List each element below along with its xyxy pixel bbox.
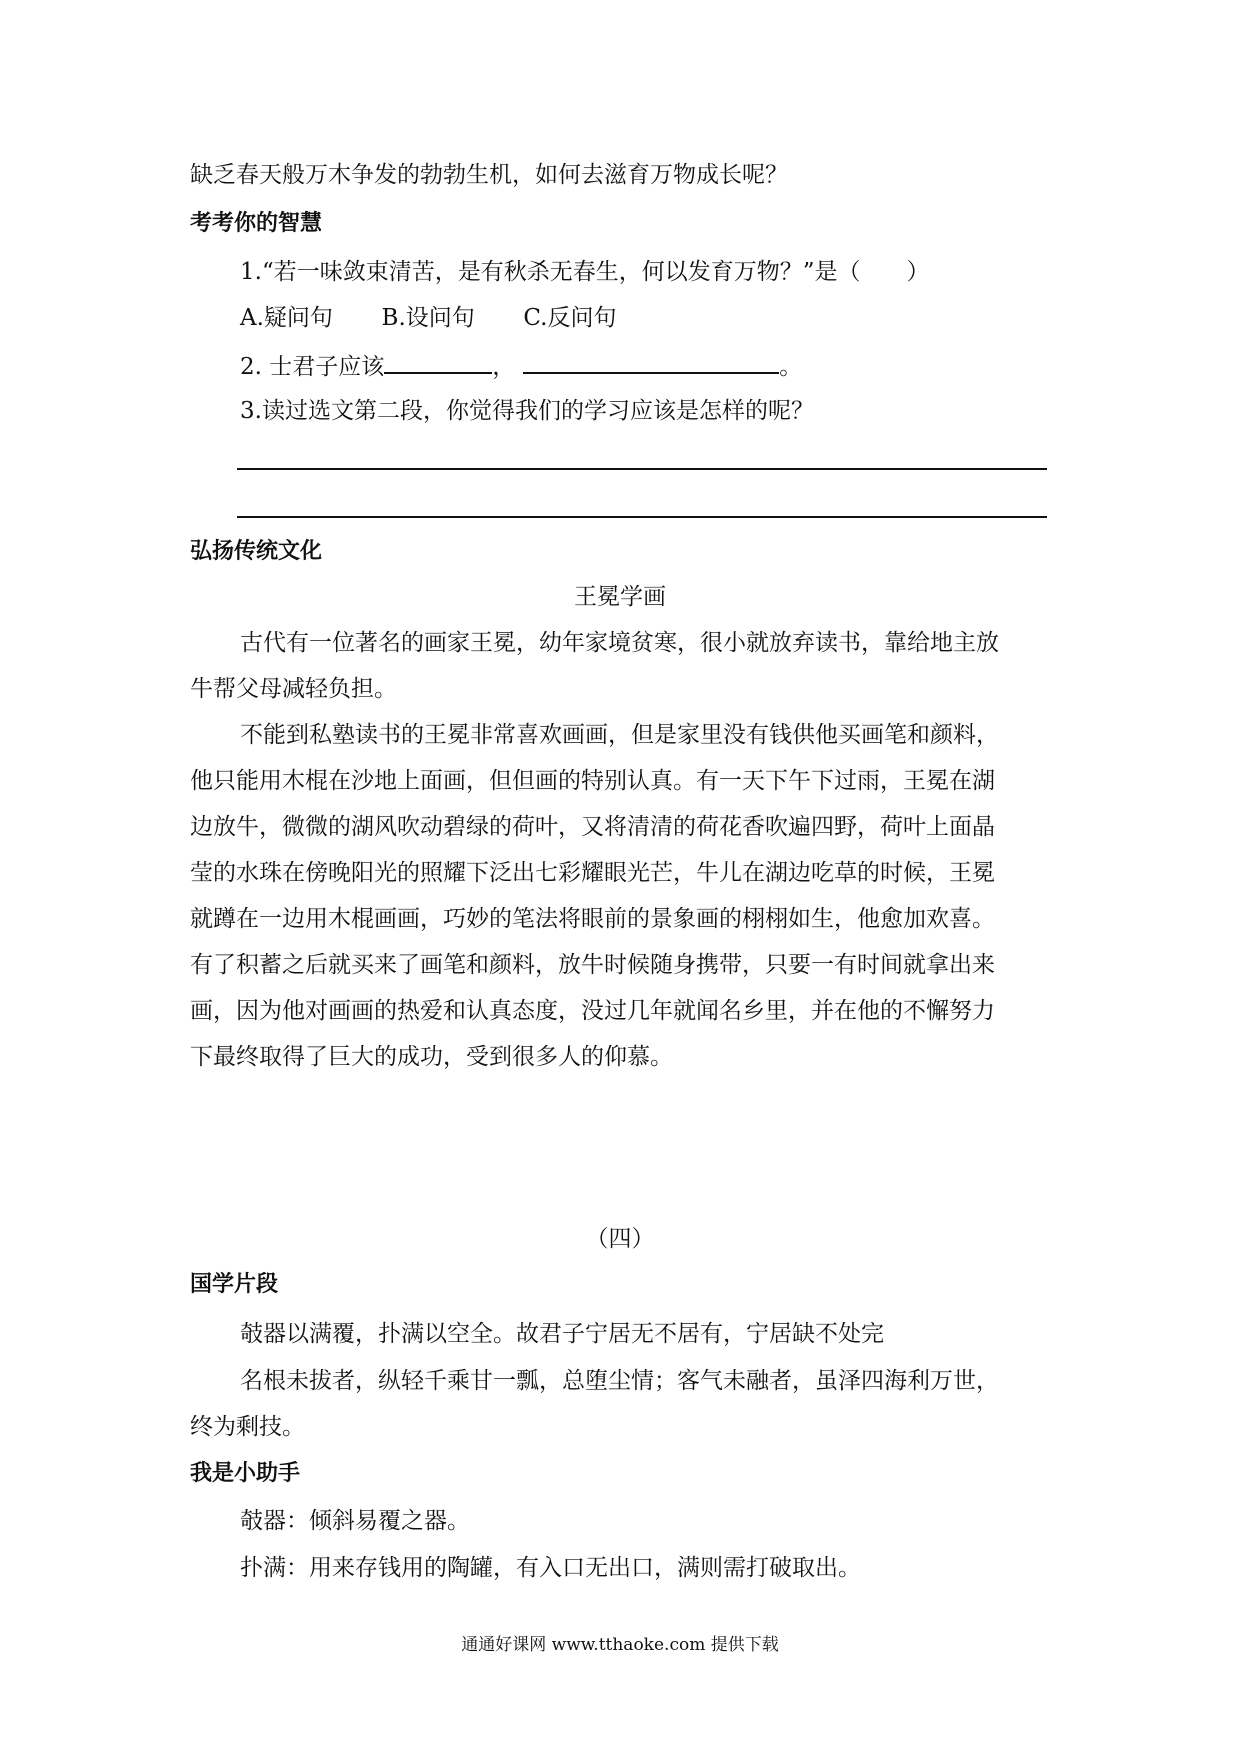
option-c[interactable]: C.反问句: [523, 305, 617, 331]
question-2: [240, 350, 802, 382]
answer-line-2[interactable]: [237, 516, 1047, 518]
passage-line: 终为剩技。: [190, 1414, 305, 1440]
option-a[interactable]: A.疑问句: [240, 305, 333, 331]
story-line: 有了积蓄之后就买来了画笔和颜料，放牛时候随身携带，只要一有时间就拿出来: [190, 952, 995, 978]
question-2-end: 。: [779, 354, 803, 380]
question-1: 1.“若一味敛束清苦，是有秋杀无春生，何以发育万物？”是（ ）: [240, 259, 930, 285]
passage-line: 名根未拔者，纵轻千乘甘一瓢，总堕尘情；客气未融者，虽泽四海利万世，: [240, 1368, 999, 1394]
quiz-heading: 考考你的智慧: [190, 211, 323, 236]
story-line: 下最终取得了巨大的成功，受到很多人的仰慕。: [190, 1044, 673, 1070]
story-line: 画，因为他对画画的热爱和认真态度，没过几年就闻名乡里，并在他的不懈努力: [190, 998, 995, 1024]
helper-heading: 我是小助手: [190, 1461, 301, 1486]
footer-text: 通通好课网 www.tthaoke.com 提供下载: [461, 1635, 779, 1655]
story-line: 古代有一位著名的画家王冕，幼年家境贫寒，很小就放弃读书，靠给地主放: [240, 630, 999, 656]
answer-line-1[interactable]: [237, 468, 1047, 470]
note-line: 扑满：用来存钱用的陶罐，有入口无出口，满则需打破取出。: [240, 1555, 861, 1581]
story-line: 边放牛，微微的湖风吹动碧绿的荷叶，又将清清的荷花香吹遍四野，荷叶上面晶: [190, 814, 995, 840]
passage-line: 攲器以满覆，扑满以空全。故君子宁居无不居有，宁居缺不处完: [240, 1321, 884, 1347]
answer-blank-1[interactable]: [384, 350, 492, 374]
story-line: 他只能用木棍在沙地上面画，但但画的特别认真。有一天下午下过雨，王冕在湖: [190, 768, 995, 794]
story-line: 不能到私塾读书的王冕非常喜欢画画，但是家里没有钱供他买画笔和颜料，: [240, 722, 999, 748]
question-1-options: [240, 303, 616, 333]
note-line: 攲器：倾斜易覆之器。: [240, 1508, 470, 1534]
story-line: 就蹲在一边用木棍画画，巧妙的笔法将眼前的景象画的栩栩如生，他愈加欢喜。: [190, 906, 995, 932]
question-3: 3.读过选文第二段，你觉得我们的学习应该是怎样的呢？: [240, 398, 814, 424]
question-2-comma: ，: [492, 354, 516, 380]
culture-heading: 弘扬传统文化: [190, 539, 323, 564]
story-line: 莹的水珠在傍晚阳光的照耀下泛出七彩耀眼光芒，牛儿在湖边吃草的时候，王冕: [190, 860, 995, 886]
guoxue-heading: 国学片段: [190, 1272, 279, 1297]
section-number: （四）: [585, 1226, 655, 1252]
story-title: 王冕学画: [574, 584, 666, 610]
question-2-prefix: 2. 士君子应该: [240, 354, 385, 380]
story-line: 牛帮父母减轻负担。: [190, 676, 397, 702]
option-b[interactable]: B.设问句: [381, 305, 475, 331]
continuation-text: 缺乏春天般万木争发的勃勃生机，如何去滋育万物成长呢？: [190, 162, 788, 188]
answer-blank-2[interactable]: [523, 350, 779, 374]
